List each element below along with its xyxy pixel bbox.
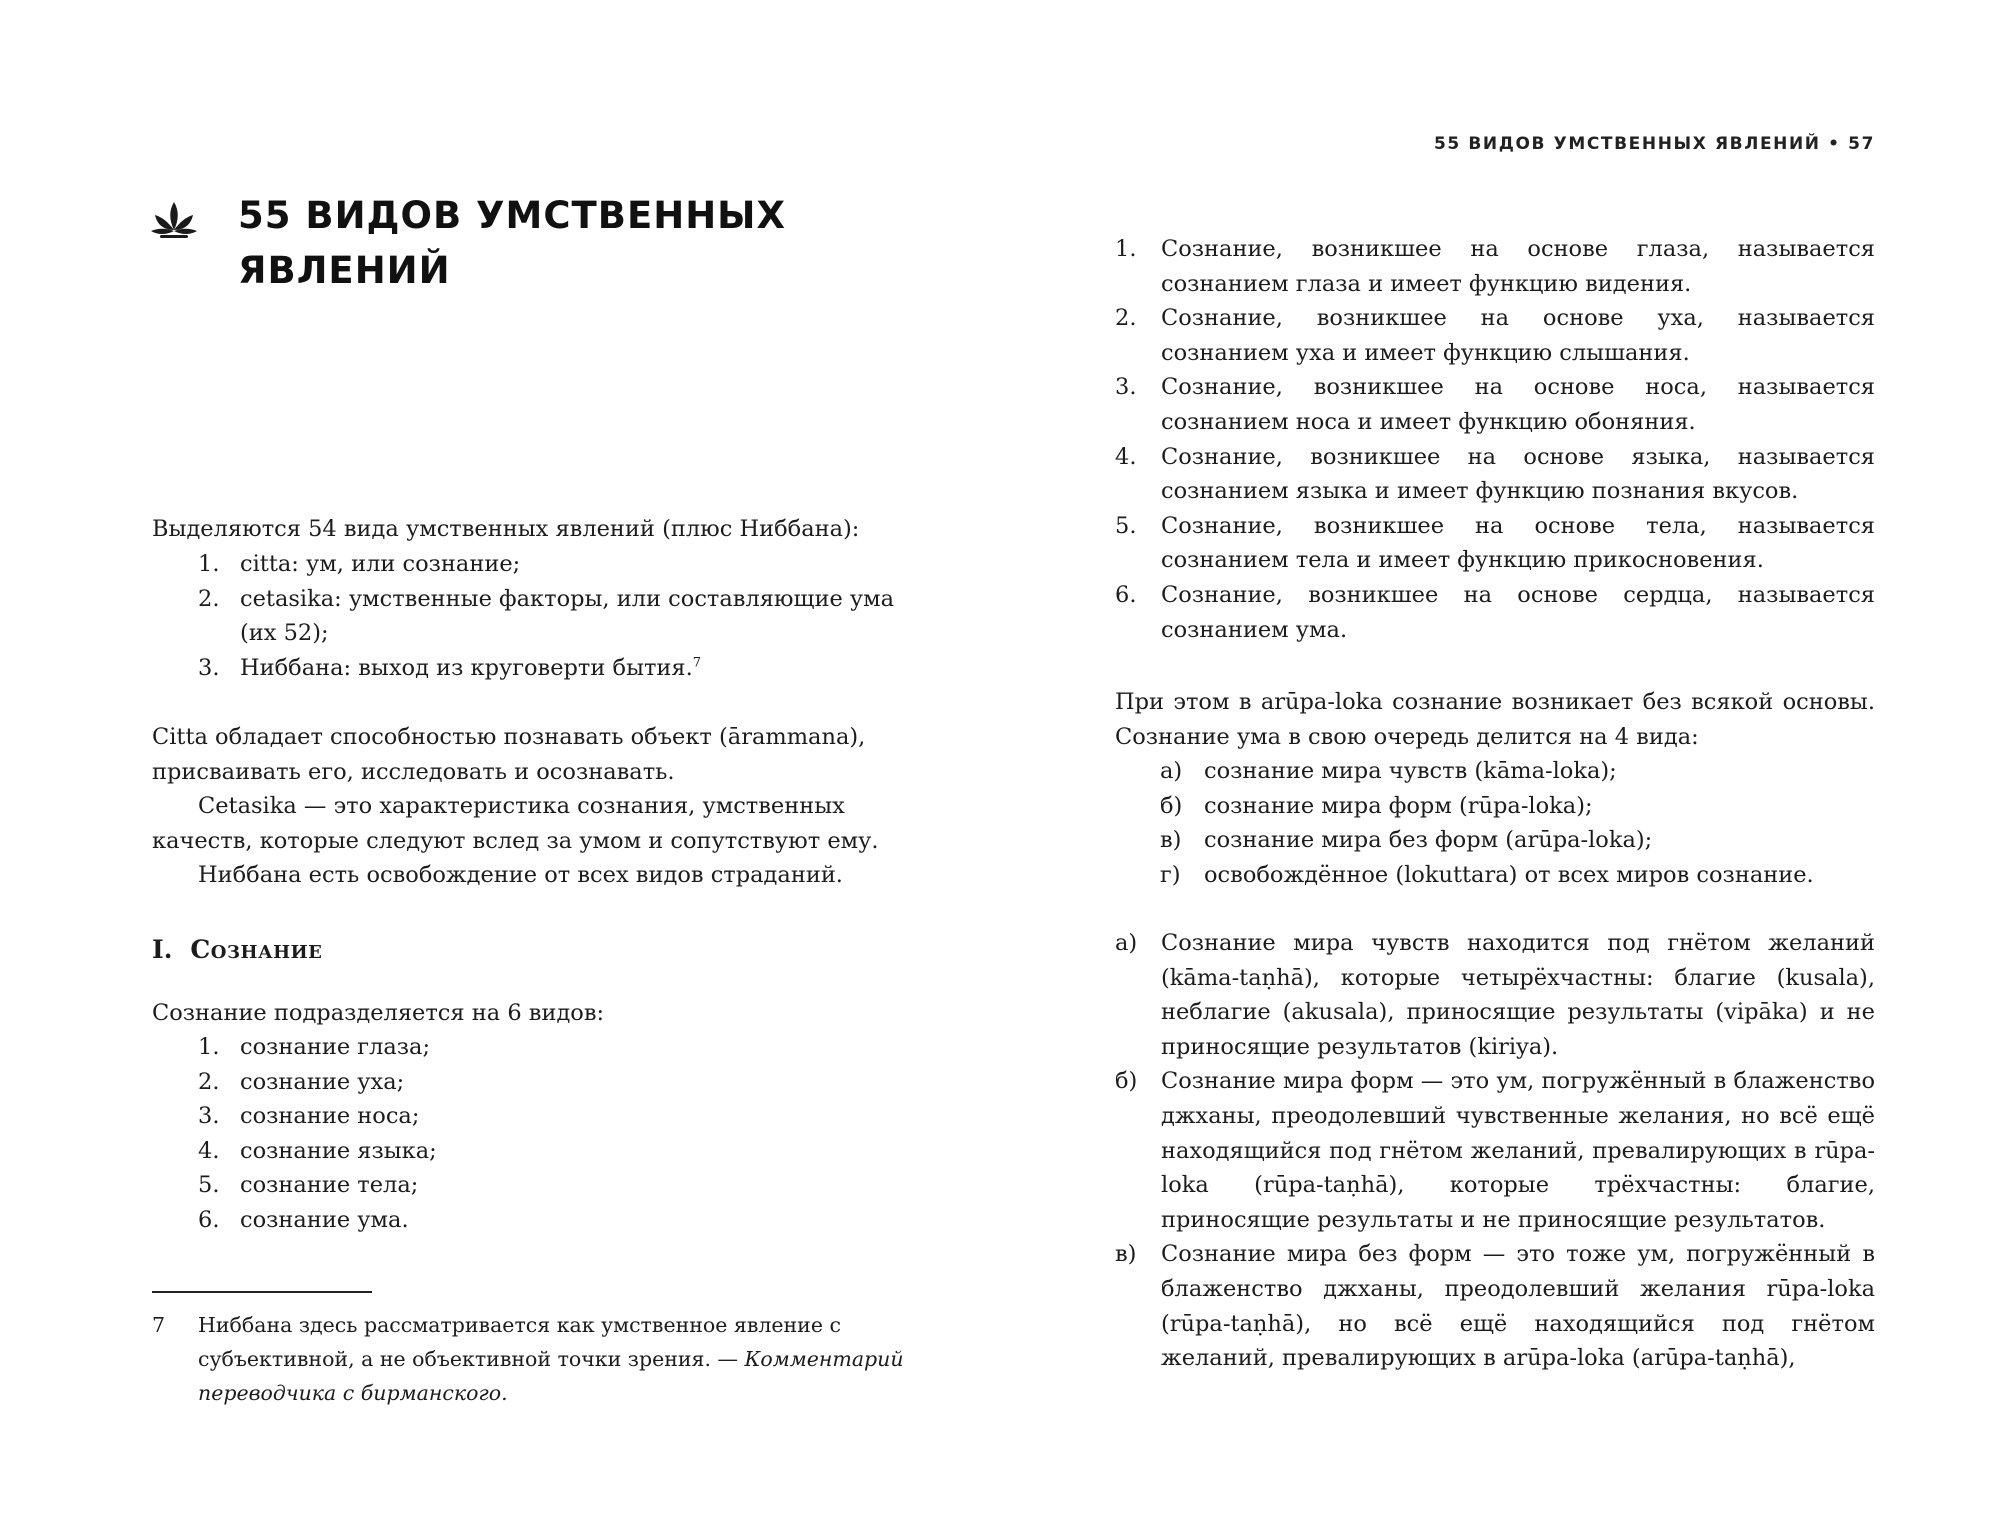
list-item-text: сознание уха;: [240, 1068, 405, 1095]
list-item-text: cetasika: умственные факторы, или составляющие ума (их 52);: [240, 585, 895, 647]
chapter-title: 55 ВИДОВ УМСТВЕННЫХ ЯВЛЕНИЙ: [238, 194, 787, 292]
list-item: [198, 1099, 910, 1134]
list-item-number: 3.: [1115, 374, 1137, 401]
list-item-text: сознание языка;: [240, 1137, 437, 1164]
list-item: [198, 1203, 910, 1238]
list-item-number: 2.: [198, 585, 220, 612]
list-item: [198, 651, 910, 686]
arupa-paragraph: При этом в arūpa-loka сознание возникает без всякой основы. Сознание ума в свою очередь делится на 4 вида:: [1115, 689, 1875, 750]
section-heading: [152, 935, 322, 964]
intro-paragraph: Выделяются 54 вида умственных явлений (плюс Ниббана):: [152, 516, 860, 542]
section-number: I.: [152, 935, 173, 964]
list-item-text: Ниббана: выход из круговерти бытия.: [240, 654, 693, 681]
kinds-list: [198, 547, 910, 685]
consciousness-list: [198, 1030, 910, 1238]
list-item: [1160, 858, 1880, 893]
list-item-text: Сознание мира без форм — это тоже ум, погружённый в блаженство джханы, преодолевший желания rūpa-loka (rūpa-taṇhā), но всё ещё находящийся под гнётом желаний, превалирующих в arūpa-loka (arūpa-taṇhā),: [1161, 1241, 1875, 1372]
list-item-text: сознание глаза;: [240, 1034, 431, 1060]
list-item-text: Сознание, возникшее на основе языка, называется сознанием языка и имеет функцию познания вкусов.: [1161, 443, 1875, 505]
worlds-list: [1160, 754, 1880, 892]
list-item-number: 1.: [198, 551, 220, 577]
list-item-text: сознание мира без форм (arūpa-loka);: [1204, 827, 1653, 854]
list-item-number: 1.: [1115, 236, 1137, 262]
list-item-text: сознание носа;: [240, 1103, 420, 1130]
list-item-number: в): [1160, 827, 1182, 854]
cetasika-paragraph: Cetasika — это характеристика сознания, умственных качеств, которые следуют вслед за умом и сопутствуют ему.: [152, 793, 879, 854]
list-item-number: г): [1160, 861, 1181, 888]
list-item: [198, 547, 910, 582]
lotus-icon: [150, 200, 198, 240]
list-item: [1115, 1237, 1875, 1375]
list-item-number: 5.: [1115, 512, 1137, 539]
list-item-text: citta: ум, или сознание;: [240, 551, 521, 577]
list-item-number: б): [1115, 1068, 1138, 1095]
list-item: [1115, 926, 1875, 1064]
list-item-text: Сознание, возникшее на основе носа, называется сознанием носа и имеет функцию обоняния.: [1161, 374, 1875, 435]
citta-paragraph: Citta обладает способностью познавать объект (ārammana), присваивать его, исследовать и осознавать.: [152, 724, 866, 785]
footnote-credit: Комментарий переводчика с бирманского.: [198, 1347, 904, 1405]
list-item: [1115, 301, 1875, 370]
footnote: [152, 1308, 912, 1410]
list-item-number: в): [1115, 1241, 1137, 1268]
list-item-number: 2.: [1115, 305, 1137, 332]
list-item-number: а): [1115, 930, 1138, 956]
footnote-reference: 7: [692, 655, 702, 671]
list-item: [1115, 370, 1875, 439]
section-title: Сознание: [190, 935, 323, 964]
list-item: [198, 1065, 910, 1100]
list-item: [1115, 232, 1875, 301]
list-item-number: 4.: [1115, 443, 1137, 470]
list-item: [1160, 754, 1880, 789]
list-item-number: 3.: [198, 1103, 220, 1130]
bases-list: [1115, 232, 1875, 647]
list-item-number: 4.: [198, 1137, 220, 1164]
list-item-text: освобождённое (lokuttara) от всех миров сознание.: [1204, 861, 1814, 888]
list-item: [1115, 440, 1875, 509]
list-item-number: 3.: [198, 654, 220, 681]
list-item-text: Сознание мира чувств находится под гнётом желаний (kāma-taṇhā), которые четырёхчастны: благие (kusala), неблагие (akusala), приносящие результаты (vipāka) и не приносящие результатов (kiriya).: [1161, 930, 1875, 1060]
footnote-divider: [152, 1291, 372, 1293]
list-item-number: 6.: [198, 1206, 220, 1233]
list-item: [1160, 823, 1880, 858]
list-item: [1160, 789, 1880, 824]
list-item-text: сознание мира форм (rūpa-loka);: [1204, 792, 1593, 819]
section-intro: Сознание подразделяется на 6 видов:: [152, 1000, 605, 1026]
list-item-number: 1.: [198, 1034, 220, 1060]
list-item-text: сознание ума.: [240, 1206, 409, 1233]
list-item-text: Сознание, возникшее на основе тела, называется сознанием тела и имеет функцию прикосновения.: [1161, 512, 1875, 574]
right-page: [1000, 0, 2000, 1517]
list-item: [198, 582, 910, 651]
list-item: [1115, 509, 1875, 578]
list-item-number: б): [1160, 792, 1183, 819]
list-item: [1115, 578, 1875, 647]
list-item: [198, 1168, 910, 1203]
list-item: [198, 1134, 910, 1169]
list-item-text: Сознание мира форм — это ум, погружённый в блаженство джханы, преодолевший чувственные желания, но всё ещё находящийся под гнётом желаний, превалирующих в rūpa-loka (rūpa-taṇhā), которые трёхчастны: благие, приносящие результаты и не приносящие результатов.: [1161, 1068, 1875, 1233]
running-head: 55 ВИДОВ УМСТВЕННЫХ ЯВЛЕНИЙ • 57: [1433, 134, 1875, 154]
nibbana-paragraph: Ниббана есть освобождение от всех видов страданий.: [198, 862, 843, 888]
list-item-number: а): [1160, 758, 1183, 784]
footnote-text: Ниббана здесь рассматривается как умственное явление с субъективной, а не объективной точки зрения. —: [198, 1313, 841, 1371]
list-item-text: Сознание, возникшее на основе сердца, называется сознанием ума.: [1161, 581, 1875, 643]
list-item-number: 5.: [198, 1172, 220, 1199]
list-item-text: сознание мира чувств (kāma-loka);: [1204, 758, 1617, 784]
list-item: [1115, 1064, 1875, 1237]
list-item-number: 6.: [1115, 581, 1137, 608]
list-item-text: Сознание, возникшее на основе глаза, называется сознанием глаза и имеет функцию видения.: [1161, 236, 1875, 297]
list-item: [198, 1030, 910, 1065]
footnote-number: 7: [152, 1313, 166, 1337]
list-item-text: Сознание, возникшее на основе уха, называется сознанием уха и имеет функцию слышания.: [1161, 305, 1875, 366]
list-item-number: 2.: [198, 1068, 220, 1095]
list-item-text: сознание тела;: [240, 1172, 419, 1199]
explanations-list: [1115, 926, 1875, 1376]
